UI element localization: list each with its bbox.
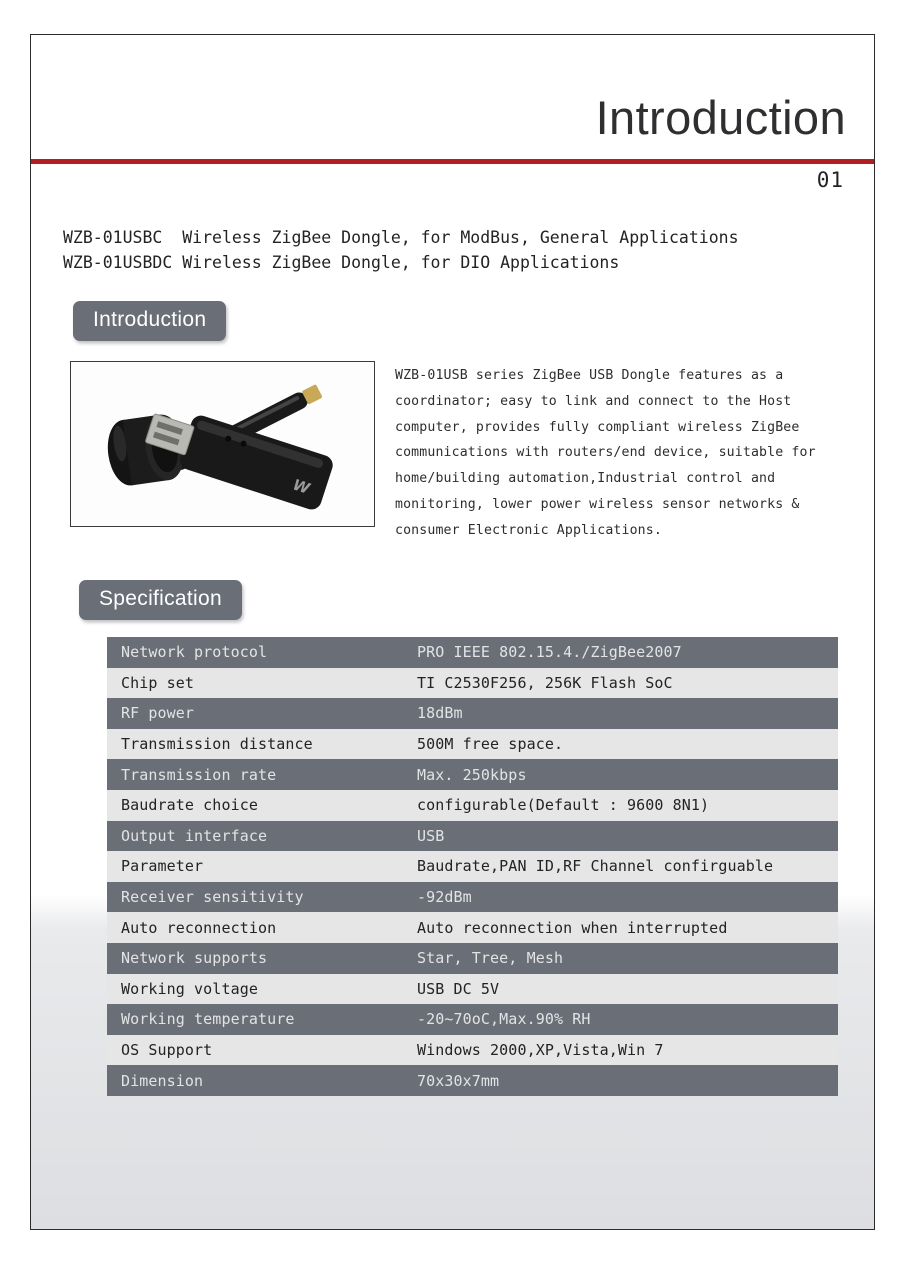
specification-table-body [107, 637, 838, 1096]
spec-key: Auto reconnection [121, 918, 277, 937]
spec-key: Baudrate choice [121, 796, 258, 815]
spec-key: Transmission rate [121, 765, 277, 784]
model-list [63, 225, 739, 275]
spec-value: PRO IEEE 802.15.4./ZigBee2007 [417, 643, 682, 662]
table-row [107, 821, 838, 852]
model-line-2: WZB-01USBDC Wireless ZigBee Dongle, for DIO Applications [63, 253, 620, 272]
spec-value: Baudrate,PAN ID,RF Channel confirguable [417, 857, 774, 876]
spec-value: -92dBm [417, 888, 472, 907]
spec-key: Working temperature [121, 1010, 295, 1029]
spec-value: Star, Tree, Mesh [417, 949, 564, 968]
introduction-paragraph: WZB-01USB series ZigBee USB Dongle features as a coordinator; easy to link and connect to the Host computer, provides fully compliant wireless ZigBee communications with routers/end device, suitable for home/building automation,Industrial control and monitoring, lower power wireless sensor networks & consumer Electronic Applications. [395, 368, 824, 538]
table-row [107, 698, 838, 729]
page-number: 01 [816, 168, 844, 192]
spec-key: Network protocol [121, 643, 268, 662]
page-title: Introduction [595, 91, 846, 144]
spec-value: configurable(Default : 9600 8N1) [417, 796, 710, 815]
spec-value: 500M free space. [417, 735, 564, 754]
spec-key: Transmission distance [121, 735, 313, 754]
spec-key: OS Support [121, 1041, 213, 1060]
spec-key: Dimension [121, 1071, 204, 1090]
table-row [107, 974, 838, 1005]
spec-value: -20~70oC,Max.90% RH [417, 1010, 591, 1029]
table-row [107, 759, 838, 790]
section-heading-introduction: Introduction [73, 301, 226, 341]
spec-value: Max. 250kbps [417, 765, 527, 784]
document-page [30, 34, 875, 1230]
table-row [107, 1065, 838, 1096]
table-row [107, 1035, 838, 1066]
section-heading-specification: Specification [79, 580, 242, 620]
spec-key: RF power [121, 704, 195, 723]
spec-key: Network supports [121, 949, 268, 968]
table-row [107, 1004, 838, 1035]
page-header [31, 35, 874, 192]
table-row [107, 851, 838, 882]
spec-value: Windows 2000,XP,Vista,Win 7 [417, 1041, 664, 1060]
table-row [107, 943, 838, 974]
table-row [107, 912, 838, 943]
specification-table [107, 637, 838, 1096]
table-row [107, 882, 838, 913]
spec-key: Output interface [121, 826, 268, 845]
product-photo [70, 361, 375, 527]
usb-dongle-illustration [71, 362, 373, 525]
model-line-1: WZB-01USBC Wireless ZigBee Dongle, for ModBus, General Applications [63, 228, 739, 247]
table-row [107, 790, 838, 821]
spec-value: USB [417, 826, 445, 845]
header-accent-rule [31, 159, 874, 164]
svg-text:W: W [290, 475, 312, 498]
spec-value: TI C2530F256, 256K Flash SoC [417, 673, 673, 692]
spec-key: Receiver sensitivity [121, 888, 304, 907]
spec-value: 70x30x7mm [417, 1071, 500, 1090]
table-row [107, 668, 838, 699]
table-row [107, 637, 838, 668]
spec-value: Auto reconnection when interrupted [417, 918, 728, 937]
spec-key: Parameter [121, 857, 204, 876]
table-row [107, 729, 838, 760]
spec-key: Chip set [121, 673, 195, 692]
spec-value: 18dBm [417, 704, 463, 723]
spec-key: Working voltage [121, 979, 258, 998]
spec-value: USB DC 5V [417, 979, 500, 998]
